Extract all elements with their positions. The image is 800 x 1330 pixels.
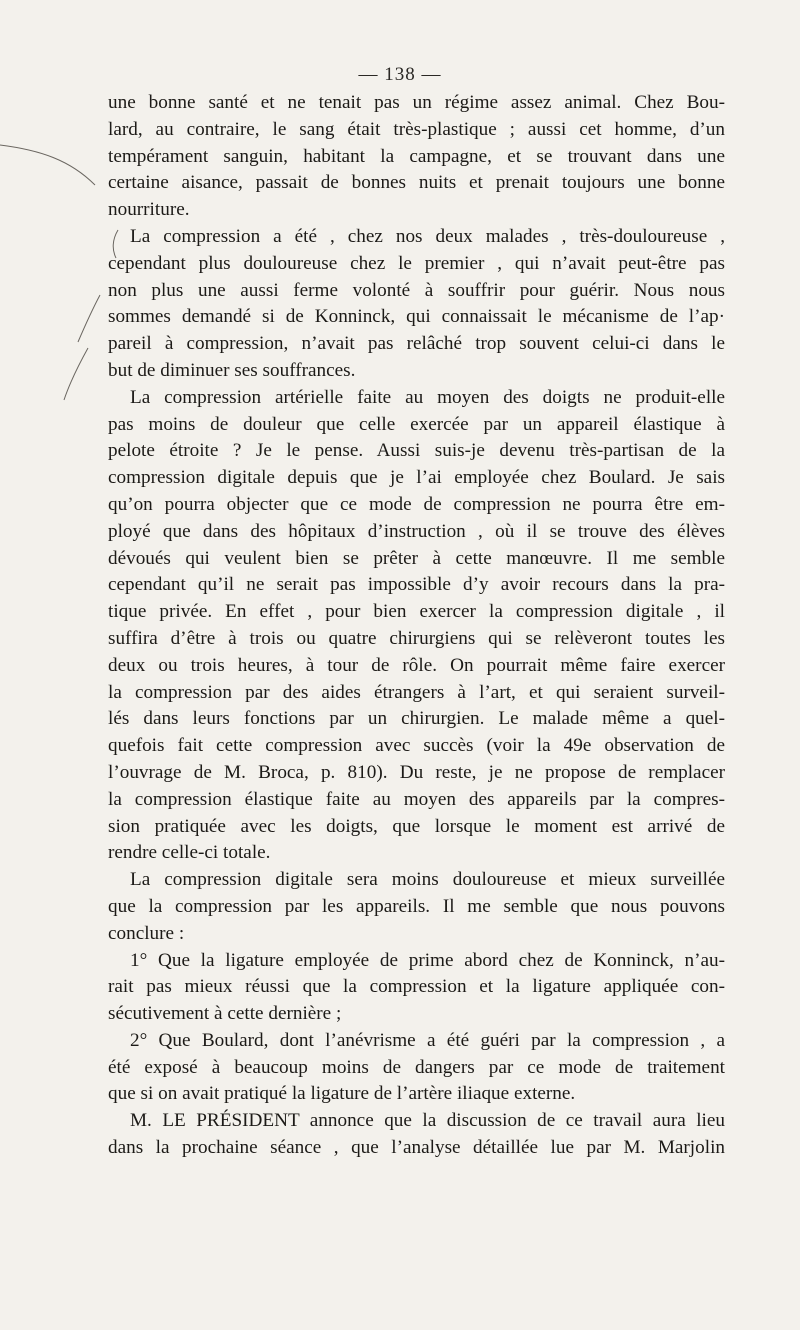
- text-line: une bonne santé et ne tenait pas un régime assez animal. Chez Bou-: [108, 92, 725, 113]
- text-line: compression digitale depuis que je l’ai employée chez Boulard. Je sais: [108, 467, 725, 489]
- text-line: la compression par des aides étrangers à l’art, et qui seraient surveil-: [108, 681, 725, 703]
- text-line: lard, au contraire, le sang était très-plastique ; aussi cet homme, d’un: [108, 118, 725, 140]
- text-line: que si on avait pratiqué la ligature de l’artère iliaque externe.: [108, 1083, 576, 1105]
- text-line: sion pratiquée avec les doigts, que lorsque le moment est arrivé de: [108, 815, 725, 837]
- text-line: rait pas mieux réussi que la compression et la ligature appliquée con-: [108, 976, 725, 998]
- text-line: 1° Que la ligature employée de prime abord chez de Konninck, n’au-: [130, 949, 725, 971]
- text-line: La compression artérielle faite au moyen des doigts ne produit-elle: [130, 386, 725, 408]
- text-line: pelote étroite ? Je le pense. Aussi suis-je devenu très-partisan de la: [108, 440, 725, 462]
- text-line: l’ouvrage de M. Broca, p. 810). Du reste, je ne propose de remplacer: [108, 761, 725, 783]
- margin-pencil-mark: [0, 130, 120, 420]
- text-line: qu’on pourra objecter que ce mode de compression ne pourra être em-: [108, 493, 725, 515]
- text-line: but de diminuer ses souffrances.: [108, 359, 356, 381]
- text-line: pas moins de douleur que celle exercée par un appareil élastique à: [108, 413, 725, 435]
- text-line: cependant qu’il ne serait pas impossible d’y avoir recours dans la pra-: [108, 574, 725, 596]
- text-line: sommes demandé si de Konninck, qui connaissait le mécanisme de l’ap·: [108, 306, 725, 328]
- text-line: certaine aisance, passait de bonnes nuits et prenait toujours une bonne: [108, 172, 725, 194]
- text-line: suffira d’être à trois ou quatre chirurgiens qui se relèveront toutes les: [108, 627, 725, 649]
- text-line: non plus une aussi ferme volonté à souffrir pour guérir. Nous nous: [108, 279, 725, 301]
- text-line: conclure :: [108, 922, 185, 944]
- text-line: 2° Que Boulard, dont l’anévrisme a été guéri par la compression , a: [130, 1029, 725, 1051]
- text-line: que la compression par les appareils. Il me semble que nous pouvons: [108, 895, 725, 917]
- text-line: la compression élastique faite au moyen des appareils par la compres-: [108, 788, 725, 810]
- text-line: dans la prochaine séance , que l’analyse détaillée lue par M. Marjolin: [108, 1137, 725, 1159]
- text-line: lés dans leurs fonctions par un chirurgien. Le malade même a quel-: [108, 708, 725, 730]
- text-line: La compression a été , chez nos deux malades , très-douloureuse ,: [130, 225, 725, 247]
- body-text: [108, 90, 725, 1162]
- text-line: tique privée. En effet , pour bien exercer la compression digitale , il: [108, 601, 725, 623]
- text-line: deux ou trois heures, à tour de rôle. On pourrait même faire exercer: [108, 654, 725, 676]
- page-number-header: — 138 —: [358, 64, 442, 85]
- text-line: été exposé à beaucoup moins de dangers par ce mode de traitement: [108, 1056, 725, 1078]
- text-line: tempérament sanguin, habitant la campagne, et se trouvant dans une: [108, 145, 725, 167]
- text-line: rendre celle-ci totale.: [108, 842, 271, 864]
- text-line: cependant plus douloureuse chez le premier , qui n’avait peut-être pas: [108, 252, 725, 274]
- text-line: ployé que dans des hôpitaux d’instruction , où il se trouve des élèves: [108, 520, 725, 542]
- text-line: sécutivement à cette dernière ;: [108, 1003, 342, 1025]
- text-line: pareil à compression, n’avait pas relâché trop souvent celui-ci dans le: [108, 333, 725, 355]
- text-line: M. LE PRÉSIDENT annonce que la discussion de ce travail aura lieu: [130, 1110, 725, 1132]
- text-line: dévoués qui veulent bien se prêter à cette manœuvre. Il me semble: [108, 547, 725, 569]
- text-line: nourriture.: [108, 199, 190, 221]
- text-line: quefois fait cette compression avec succès (voir la 49e observation de: [108, 735, 725, 757]
- text-line: La compression digitale sera moins douloureuse et mieux surveillée: [130, 869, 725, 891]
